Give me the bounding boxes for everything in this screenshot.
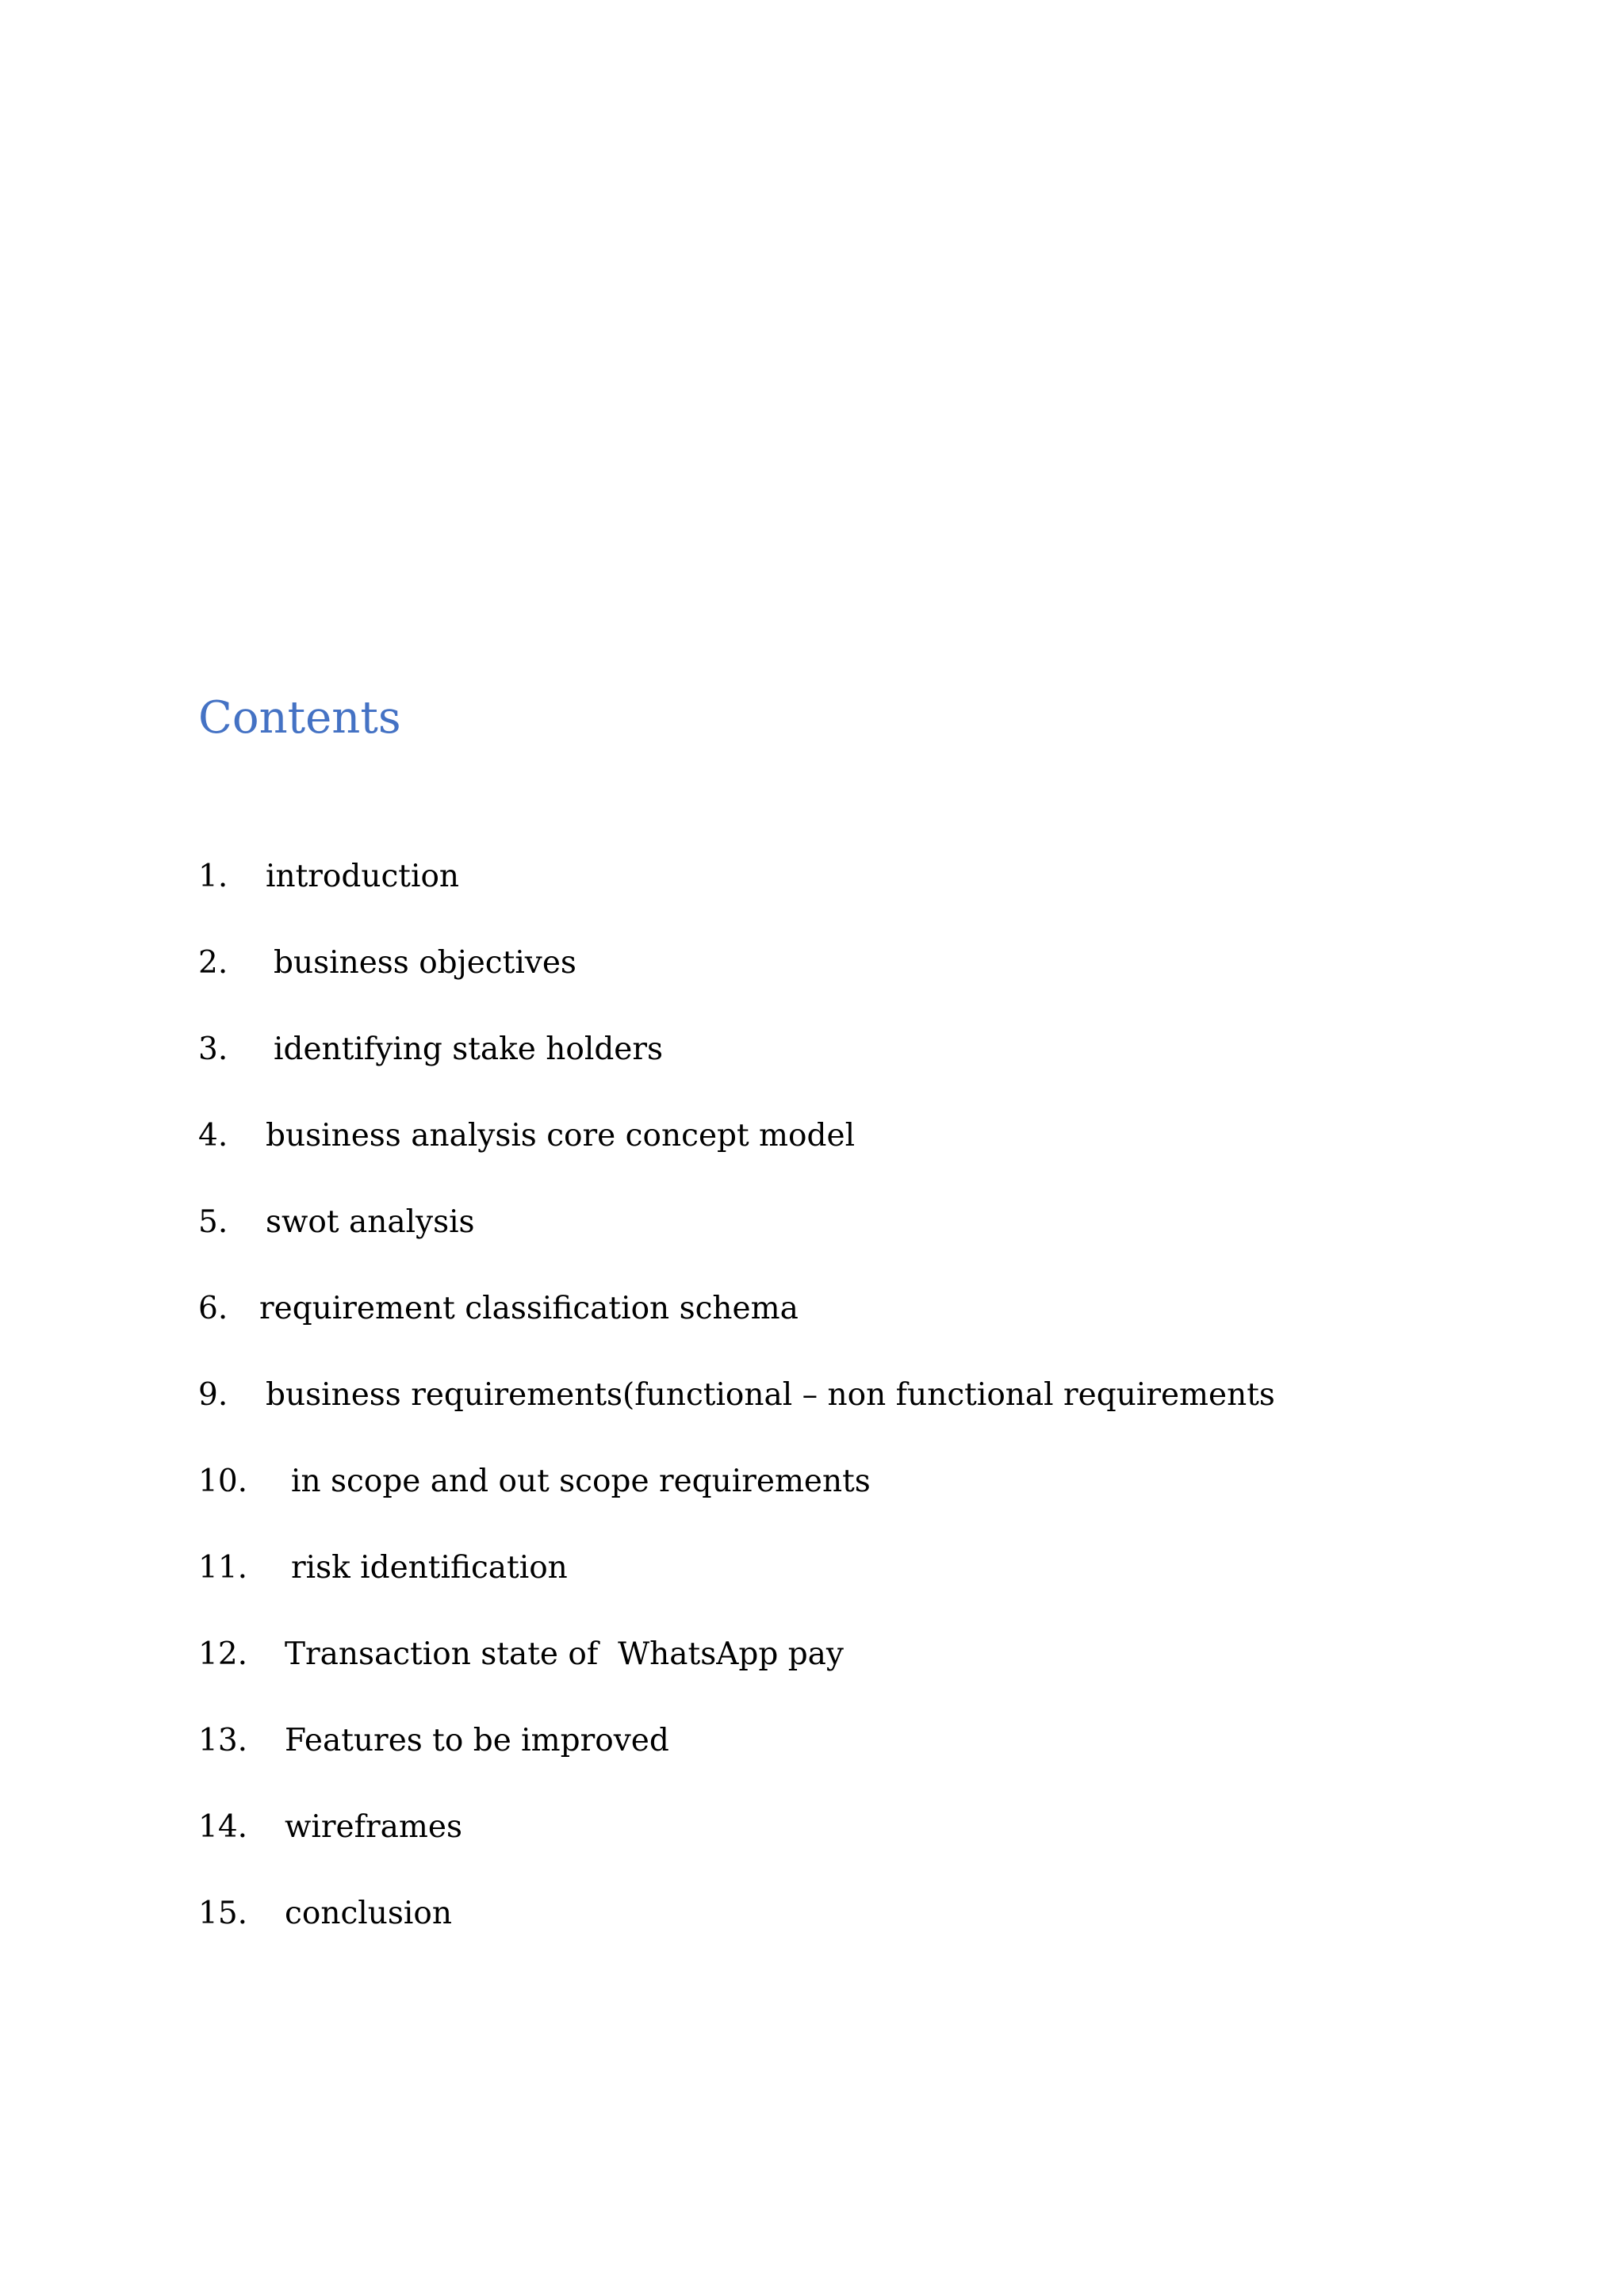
toc-entry-number: 11.: [198, 1550, 248, 1586]
toc-entry-number: 10.: [198, 1464, 248, 1499]
toc-entry-title: identifying stake holders: [274, 1031, 664, 1067]
toc-entry-title: business analysis core concept model: [266, 1118, 856, 1154]
toc-entry-title: introduction: [266, 859, 460, 894]
toc-entry-number: 3.: [198, 1031, 228, 1067]
toc-entry-number: 1.: [198, 859, 228, 894]
toc-entry-title: in scope and out scope requirements: [291, 1464, 871, 1499]
toc-entry-number: 9.: [198, 1377, 228, 1413]
toc-entry-title: business requirements(functional – non functional requirements: [266, 1377, 1275, 1413]
toc-entry-number: 5.: [198, 1204, 228, 1240]
toc-entry-number: 4.: [198, 1118, 228, 1154]
toc-entry-title: business objectives: [274, 945, 576, 981]
toc-entry-title: risk identification: [291, 1550, 568, 1586]
toc-entry-number: 2.: [198, 945, 228, 981]
toc-entry-title: Features to be improved: [285, 1723, 669, 1758]
toc-entry-number: 6.: [198, 1291, 228, 1326]
contents-heading: Contents: [198, 692, 401, 744]
toc-entry-number: 15.: [198, 1896, 248, 1931]
toc-entry-title: Transaction state of WhatsApp pay: [285, 1636, 844, 1672]
toc-entry-number: 12.: [198, 1636, 248, 1672]
toc-entry-number: 14.: [198, 1809, 248, 1845]
toc-entry-number: 13.: [198, 1723, 248, 1758]
toc-entry-title: wireframes: [285, 1809, 462, 1845]
toc-entry-title: requirement classification schema: [259, 1291, 799, 1326]
toc-entry-title: swot analysis: [266, 1204, 475, 1240]
toc-entry-title: conclusion: [285, 1896, 452, 1931]
